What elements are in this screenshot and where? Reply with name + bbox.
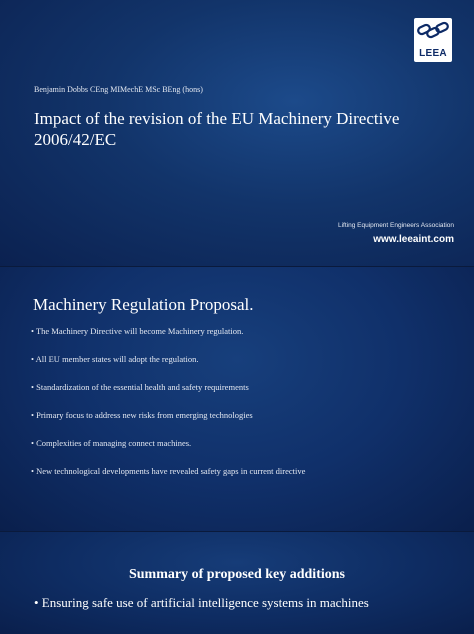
chain-link-icon: [417, 21, 449, 43]
title-slide: [0, 0, 474, 266]
bullet-list: [31, 326, 305, 494]
slide-heading: Machinery Regulation Proposal.: [33, 295, 254, 314]
summary-heading: Summary of proposed key additions: [128, 567, 345, 582]
leea-logo: [414, 18, 452, 62]
list-item: • Standardization of the essential health and safety requirements: [31, 382, 249, 392]
association-name: Lifting Equipment Engineers Association: [338, 222, 454, 229]
list-item: • New technological developments have revealed safety gaps in current directive: [31, 466, 306, 476]
presentation-title: Impact of the revision of the EU Machinery Directive 2006/42/EC: [34, 109, 400, 149]
list-item: • Complexities of managing connect machines.: [31, 438, 192, 448]
summary-bullet: • Ensuring safe use of artificial intelligence systems in machines: [34, 595, 369, 610]
list-item: • All EU member states will adopt the regulation.: [31, 354, 199, 364]
website-link[interactable]: www.leeaint.com: [373, 234, 454, 245]
logo-text: LEEA: [419, 48, 447, 59]
author-line: Benjamin Dobbs CEng MIMechE MSc BEng (hons): [34, 85, 203, 94]
list-item: • The Machinery Directive will become Machinery regulation.: [31, 326, 244, 336]
list-item: • Primary focus to address new risks from emerging technologies: [31, 410, 253, 420]
